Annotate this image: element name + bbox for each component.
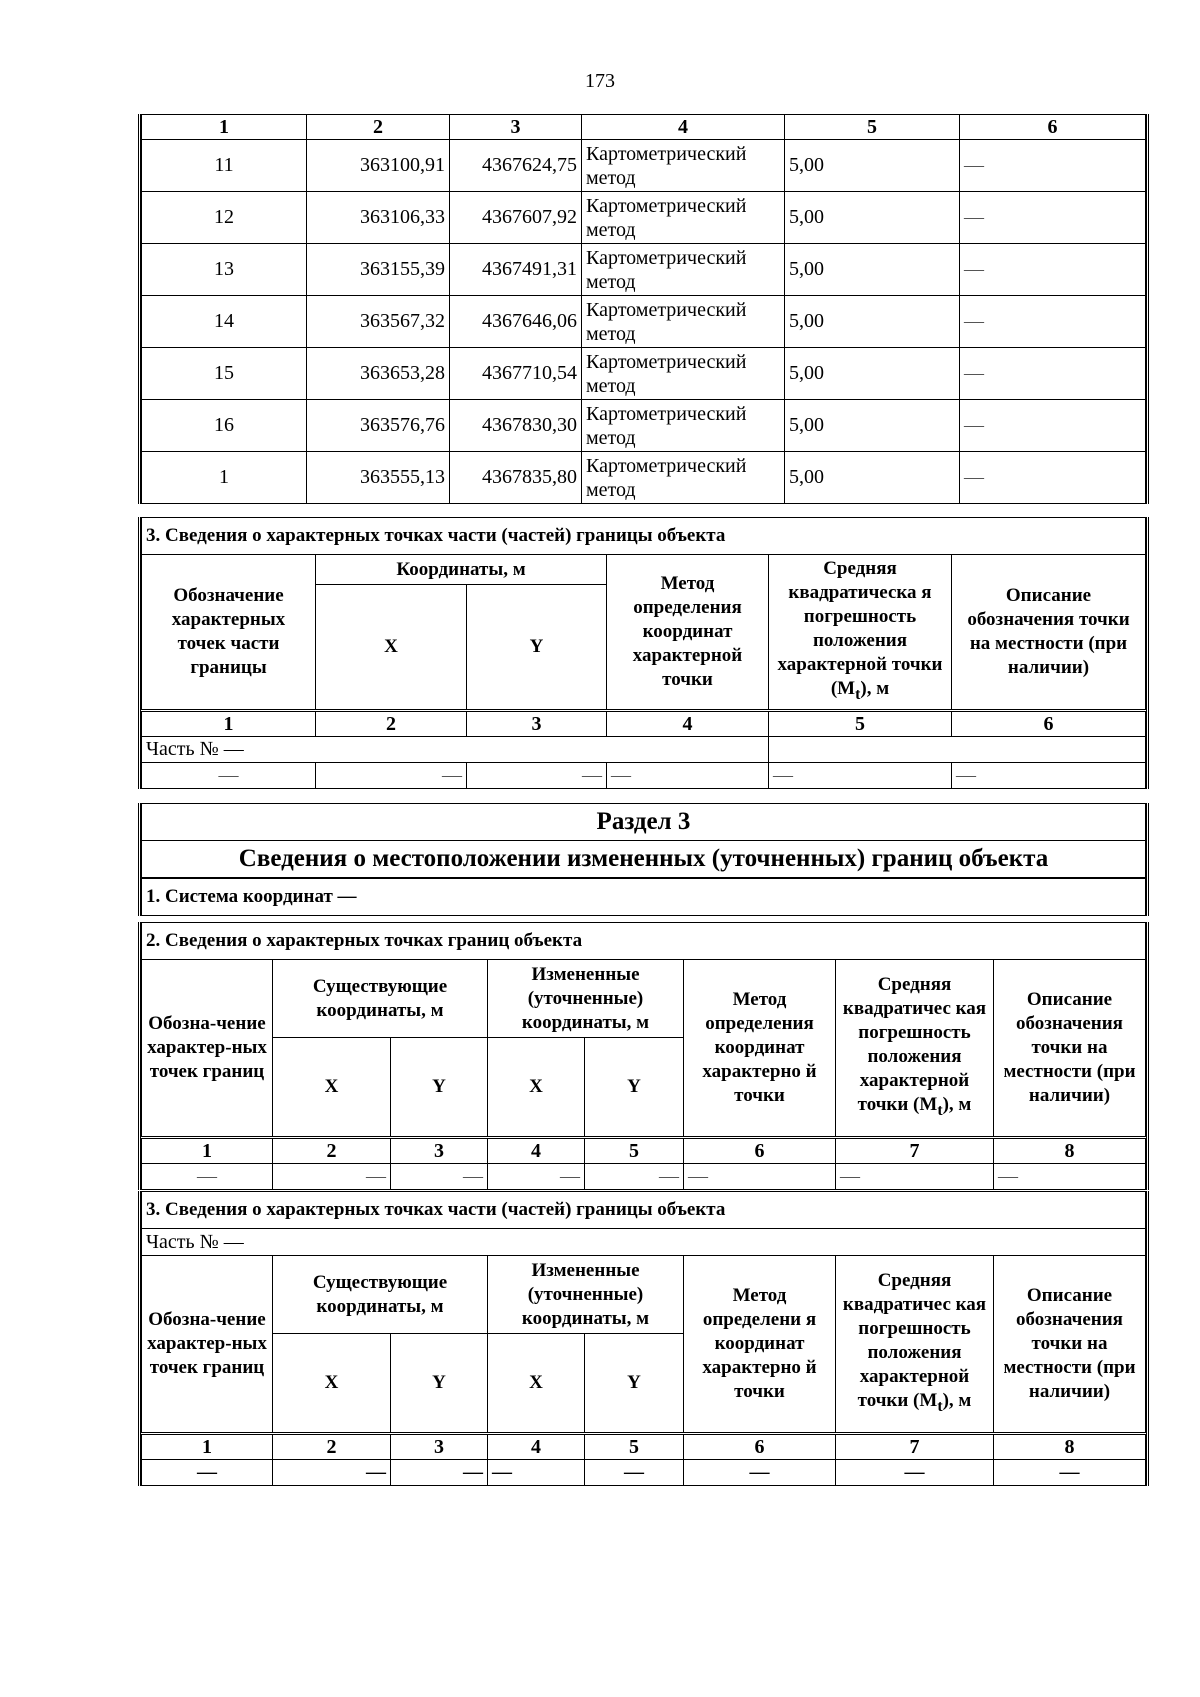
method xyxy=(582,296,785,348)
col-num: 2 xyxy=(273,1434,391,1460)
col-num: 2 xyxy=(307,115,450,140)
section-subtitle: Сведения о местоположении измененных (уточненных) границ объекта xyxy=(142,841,1146,878)
dash-cell: — xyxy=(585,1164,684,1190)
table-row xyxy=(142,348,1146,400)
method-line: Картометрический xyxy=(586,454,747,477)
col-num: 5 xyxy=(769,711,952,737)
method-line: Картометрический xyxy=(586,402,747,425)
mt-value: 5,00 xyxy=(785,244,960,296)
header-description: Описание обозначения точки на местности (при наличии) xyxy=(994,1256,1146,1434)
coord-y: 4367624,75 xyxy=(450,140,582,192)
dash-cell: — xyxy=(684,1164,836,1190)
method xyxy=(582,192,785,244)
coordinate-system-text: 1. Система координат — xyxy=(142,879,1146,916)
method-line: метод xyxy=(586,426,636,449)
point-number: 12 xyxy=(142,192,307,244)
header-designation: Обозна-чение характер-ных точек границ xyxy=(142,1256,273,1434)
header-coordinates: Координаты, м xyxy=(316,555,607,585)
coord-y: 4367710,54 xyxy=(450,348,582,400)
point-number: 13 xyxy=(142,244,307,296)
dash-cell: — xyxy=(488,1460,585,1486)
part-label: Часть № — xyxy=(142,1229,1146,1256)
coord-y: 4367830,30 xyxy=(450,400,582,452)
coord-y: 4367646,06 xyxy=(450,296,582,348)
header-x: X xyxy=(273,1334,391,1434)
header-y: Y xyxy=(467,585,607,711)
dash-cell: — xyxy=(769,763,952,789)
dash-cell: — xyxy=(273,1460,391,1486)
method-line: метод xyxy=(586,218,636,241)
col-num: 5 xyxy=(585,1434,684,1460)
dash-cell: — xyxy=(836,1460,994,1486)
method-line: метод xyxy=(586,374,636,397)
header-changed: Измененные (уточненные) координаты, м xyxy=(488,960,684,1038)
method-line: метод xyxy=(586,166,636,189)
column-number-row xyxy=(142,115,1146,140)
col-num: 3 xyxy=(450,115,582,140)
coord-x: 363100,91 xyxy=(307,140,450,192)
dash-cell: — xyxy=(952,763,1146,789)
page-number: 173 xyxy=(585,70,615,92)
dash-cell: — xyxy=(316,763,467,789)
mt-value: 5,00 xyxy=(785,296,960,348)
col-num: 8 xyxy=(994,1434,1146,1460)
col-num: 1 xyxy=(142,1138,273,1164)
col-num: 2 xyxy=(273,1138,391,1164)
method xyxy=(582,400,785,452)
mt-value: 5,00 xyxy=(785,140,960,192)
dash-cell: — xyxy=(467,763,607,789)
point-number: 16 xyxy=(142,400,307,452)
coord-x: 363555,13 xyxy=(307,452,450,504)
coord-y: 4367491,31 xyxy=(450,244,582,296)
col-num: 3 xyxy=(391,1138,488,1164)
coord-y: 4367607,92 xyxy=(450,192,582,244)
col-num: 3 xyxy=(467,711,607,737)
header-mt: Средняя квадратическа я погрешность положения характерной точки $(M_t)$, м xyxy=(769,555,952,711)
method xyxy=(582,348,785,400)
method-line: Картометрический xyxy=(586,298,747,321)
point-number: 14 xyxy=(142,296,307,348)
description: — xyxy=(960,348,1146,400)
points-title: 2. Сведения о характерных точках границ объекта xyxy=(142,923,1146,960)
header-changed: Измененные (уточненные) координаты, м xyxy=(488,1256,684,1334)
table-row xyxy=(142,192,1146,244)
method-line: Картометрический xyxy=(586,142,747,165)
coord-x: 363576,76 xyxy=(307,400,450,452)
col-num: 2 xyxy=(316,711,467,737)
method-line: метод xyxy=(586,270,636,293)
dash-cell: — xyxy=(836,1164,994,1190)
mt-value: 5,00 xyxy=(785,192,960,244)
header-y: Y xyxy=(391,1038,488,1138)
description: — xyxy=(960,244,1146,296)
dash-cell: — xyxy=(142,763,316,789)
point-number: 15 xyxy=(142,348,307,400)
dash-cell: — xyxy=(607,763,769,789)
table-row xyxy=(142,296,1146,348)
coord-x: 363155,39 xyxy=(307,244,450,296)
header-y: Y xyxy=(585,1038,684,1138)
description: — xyxy=(960,452,1146,504)
table-row xyxy=(142,244,1146,296)
point-number: 1 xyxy=(142,452,307,504)
col-num: 5 xyxy=(585,1138,684,1164)
col-num: 1 xyxy=(142,711,316,737)
part3-title: 3. Сведения о характерных точках части (частей) границы объекта xyxy=(142,1192,1146,1229)
header-x: X xyxy=(488,1334,585,1434)
section-title: Раздел 3 xyxy=(142,804,1146,841)
col-num: 4 xyxy=(488,1434,585,1460)
col-num: 1 xyxy=(142,1434,273,1460)
method xyxy=(582,244,785,296)
dash-cell: — xyxy=(142,1164,273,1190)
coordinate-system xyxy=(138,878,1149,916)
dash-cell: — xyxy=(142,1460,273,1486)
header-method: Метод определения координат характерной точки xyxy=(607,555,769,711)
part-label: Часть № — xyxy=(142,737,769,763)
part-points-table xyxy=(138,517,1149,789)
col-num: 7 xyxy=(836,1138,994,1164)
col-num: 8 xyxy=(994,1138,1146,1164)
col-num: 3 xyxy=(391,1434,488,1460)
method xyxy=(582,140,785,192)
mt-value: 5,00 xyxy=(785,452,960,504)
dash-cell: — xyxy=(391,1460,488,1486)
description: — xyxy=(960,140,1146,192)
header-y: Y xyxy=(391,1334,488,1434)
coord-x: 363106,33 xyxy=(307,192,450,244)
dash-cell: — xyxy=(488,1164,585,1190)
dash-cell: — xyxy=(391,1164,488,1190)
method-line: Картометрический xyxy=(586,194,747,217)
col-num: 4 xyxy=(582,115,785,140)
header-mt: Средняя квадратичес кая погрешность положения характерной точки $(M_t)$, м xyxy=(836,1256,994,1434)
header-y: Y xyxy=(585,1334,684,1434)
dash-cell: — xyxy=(994,1460,1146,1486)
changed-points-table xyxy=(138,922,1149,1190)
point-number: 11 xyxy=(142,140,307,192)
header-mt: Средняя квадратичес кая погрешность положения характерной точки $(M_t)$, м xyxy=(836,960,994,1138)
header-x: X xyxy=(273,1038,391,1138)
dash-cell: — xyxy=(585,1460,684,1486)
method xyxy=(582,452,785,504)
header-existing: Существующие координаты, м xyxy=(273,1256,488,1334)
col-num: 6 xyxy=(684,1434,836,1460)
description: — xyxy=(960,400,1146,452)
col-num: 5 xyxy=(785,115,960,140)
description: — xyxy=(960,296,1146,348)
header-x: X xyxy=(488,1038,585,1138)
table-row xyxy=(142,140,1146,192)
method-line: Картометрический xyxy=(586,246,747,269)
mt-value: 5,00 xyxy=(785,400,960,452)
header-description: Описание обозначения точки на местности (при наличии) xyxy=(994,960,1146,1138)
part-points-title: 3. Сведения о характерных точках части (частей) границы объекта xyxy=(142,518,1146,555)
dash-cell: — xyxy=(684,1460,836,1486)
header-method: Метод определени я координат характерно й точки xyxy=(684,1256,836,1434)
coordinates-table xyxy=(138,114,1149,504)
col-num: 6 xyxy=(960,115,1146,140)
header-existing: Существующие координаты, м xyxy=(273,960,488,1038)
header-x: X xyxy=(316,585,467,711)
table-row xyxy=(142,400,1146,452)
dash-cell: — xyxy=(994,1164,1146,1190)
coord-y: 4367835,80 xyxy=(450,452,582,504)
col-num: 6 xyxy=(952,711,1146,737)
mt-value: 5,00 xyxy=(785,348,960,400)
description: — xyxy=(960,192,1146,244)
header-description: Описание обозначения точки на местности (при наличии) xyxy=(952,555,1146,711)
col-num: 6 xyxy=(684,1138,836,1164)
header-designation: Обозна-чение характер-ных точек границ xyxy=(142,960,273,1138)
section-3 xyxy=(138,803,1149,878)
dash-cell: — xyxy=(273,1164,391,1190)
method-line: метод xyxy=(586,478,636,501)
col-num: 4 xyxy=(488,1138,585,1164)
method-line: Картометрический xyxy=(586,350,747,373)
table-row xyxy=(142,452,1146,504)
coord-x: 363567,32 xyxy=(307,296,450,348)
method-line: метод xyxy=(586,322,636,345)
part-changed-points-table xyxy=(138,1191,1149,1486)
col-num: 1 xyxy=(142,115,307,140)
header-method: Метод определения координат характерно й точки xyxy=(684,960,836,1138)
header-designation: Обозначение характерных точек части границы xyxy=(142,555,316,711)
coord-x: 363653,28 xyxy=(307,348,450,400)
col-num: 4 xyxy=(607,711,769,737)
col-num: 7 xyxy=(836,1434,994,1460)
